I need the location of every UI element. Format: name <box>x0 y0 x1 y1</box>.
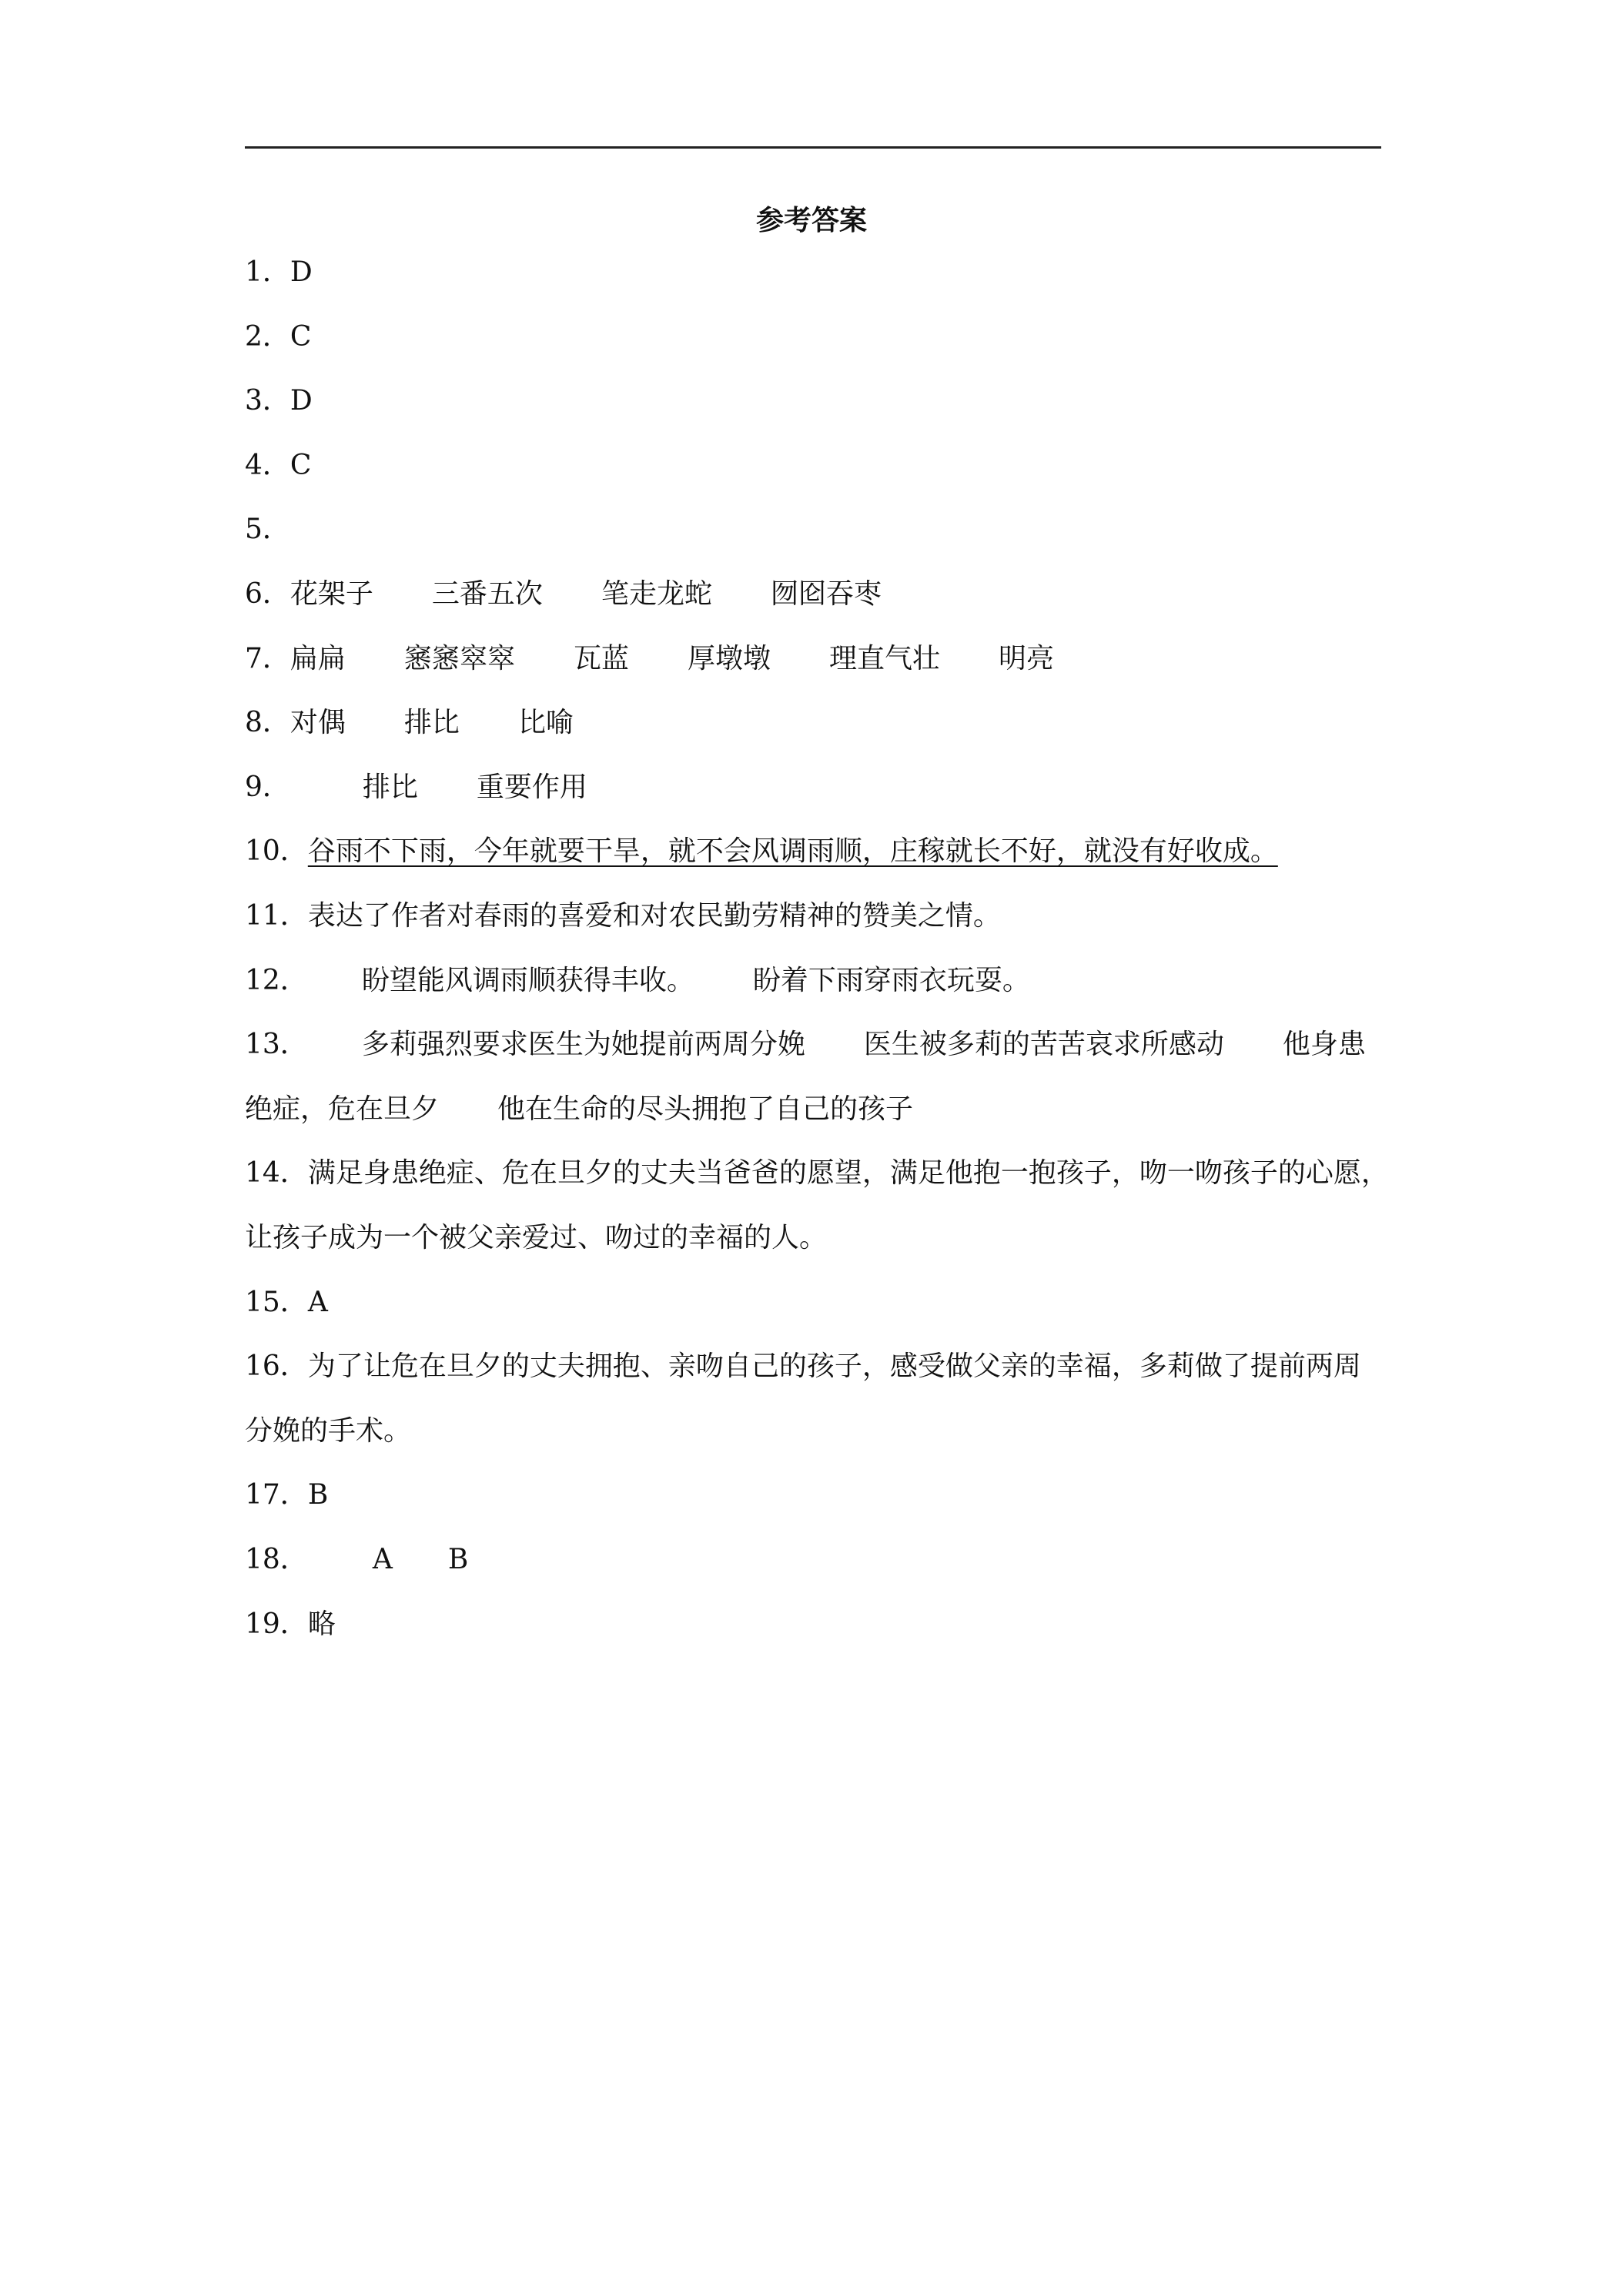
answer-4 <box>245 444 311 487</box>
answer-text: C <box>289 321 312 353</box>
answer-number: 14． <box>245 1157 308 1189</box>
answer-part: 瓦蓝 <box>573 643 629 674</box>
answer-14 <box>245 1152 1389 1195</box>
answer-number: 6． <box>245 578 290 610</box>
answer-part: B <box>447 1544 469 1575</box>
answer-part: 多莉强烈要求医生为她提前两周分娩 <box>361 1029 805 1060</box>
answer-6 <box>245 573 882 616</box>
answer-part: 理直气壮 <box>828 643 940 674</box>
answer-number: 1． <box>245 256 290 288</box>
answer-text: B <box>307 1479 329 1511</box>
answer-part: 他身患 <box>1282 1029 1366 1060</box>
answer-15 <box>245 1281 328 1324</box>
answer-part: 窸窸窣窣 <box>403 643 515 674</box>
answer-part: 排比 <box>403 707 460 738</box>
answer-part: 重要作用 <box>476 771 587 803</box>
answer-number: 10． <box>245 835 308 867</box>
answer-text: 分娩的手术。 <box>245 1415 412 1447</box>
answer-9 <box>245 766 587 809</box>
answer-number: 13． <box>245 1029 308 1060</box>
header-rule <box>245 146 1381 149</box>
answer-text: D <box>289 256 313 288</box>
answer-text: 表达了作者对春雨的喜爱和对农民勤劳精神的赞美之情。 <box>307 900 1001 932</box>
answer-part: 囫囵吞枣 <box>770 578 882 610</box>
answer-number: 8． <box>245 707 290 738</box>
answer-part: 厚墩墩 <box>687 643 771 674</box>
answer-18 <box>245 1538 468 1581</box>
answer-number: 12． <box>245 965 308 996</box>
answer-number: 15． <box>245 1287 308 1318</box>
answer-text: 满足身患绝症、危在旦夕的丈夫当爸爸的愿望，满足他抱一抱孩子，吻一吻孩子的心愿， <box>307 1157 1389 1189</box>
answer-3 <box>245 380 313 423</box>
answer-number: 16． <box>245 1350 308 1382</box>
answer-number: 4． <box>245 450 290 481</box>
answer-number: 2． <box>245 321 290 353</box>
answer-part: 对偶 <box>289 707 346 738</box>
answer-text: A <box>307 1287 328 1318</box>
answer-10 <box>245 830 1278 873</box>
answer-text: D <box>289 385 313 417</box>
answer-text: 为了让危在旦夕的丈夫拥抱、亲吻自己的孩子，感受做父亲的幸福，多莉做了提前两周 <box>307 1350 1361 1382</box>
answer-number: 7． <box>245 643 290 674</box>
answer-number: 11． <box>245 900 308 932</box>
answer-1 <box>245 251 313 294</box>
answer-12 <box>245 959 1030 1002</box>
answer-number: 3． <box>245 385 290 417</box>
answer-number: 5． <box>245 514 290 545</box>
answer-17 <box>245 1474 328 1517</box>
answer-number: 18． <box>245 1544 308 1575</box>
answer-part: A <box>372 1544 393 1575</box>
answer-11 <box>245 895 1001 938</box>
answer-part: 盼望能风调雨顺获得丰收。 <box>361 965 694 996</box>
answer-16-continued <box>245 1410 411 1453</box>
answer-13-continued <box>245 1088 913 1131</box>
answer-8 <box>245 701 574 745</box>
answer-part: 扁扁 <box>289 643 346 674</box>
answer-text: C <box>289 450 312 481</box>
answer-number: 19． <box>245 1608 308 1640</box>
answer-13 <box>245 1023 1366 1066</box>
answer-16 <box>245 1345 1361 1388</box>
answer-number: 17． <box>245 1479 308 1511</box>
answer-7 <box>245 638 1054 681</box>
answer-part: 三番五次 <box>431 578 543 610</box>
answer-part: 明亮 <box>998 643 1054 674</box>
answer-19 <box>245 1603 336 1646</box>
answer-part: 医生被多莉的苦苦哀求所感动 <box>863 1029 1224 1060</box>
answer-text: 谷雨不下雨，今年就要干旱，就不会风调雨顺，庄稼就长不好，就没有好收成。 <box>307 835 1278 867</box>
answer-14-continued <box>245 1217 827 1260</box>
page-title: 参考答案 <box>755 204 867 236</box>
answer-part: 盼着下雨穿雨衣玩耍。 <box>752 965 1030 996</box>
answer-part: 排比 <box>362 771 418 803</box>
answer-text: 让孩子成为一个被父亲爱过、吻过的幸福的人。 <box>245 1222 828 1253</box>
answer-5 <box>245 508 290 551</box>
answer-part: 绝症，危在旦夕 <box>245 1093 440 1125</box>
answer-2 <box>245 316 311 359</box>
answer-part: 花架子 <box>289 578 373 610</box>
answer-text: 略 <box>307 1608 336 1640</box>
answer-part: 他在生命的尽头拥抱了自己的孩子 <box>497 1093 914 1125</box>
answer-number: 9． <box>245 771 290 803</box>
answer-part: 比喻 <box>517 707 574 738</box>
answer-part: 笔走龙蛇 <box>601 578 712 610</box>
